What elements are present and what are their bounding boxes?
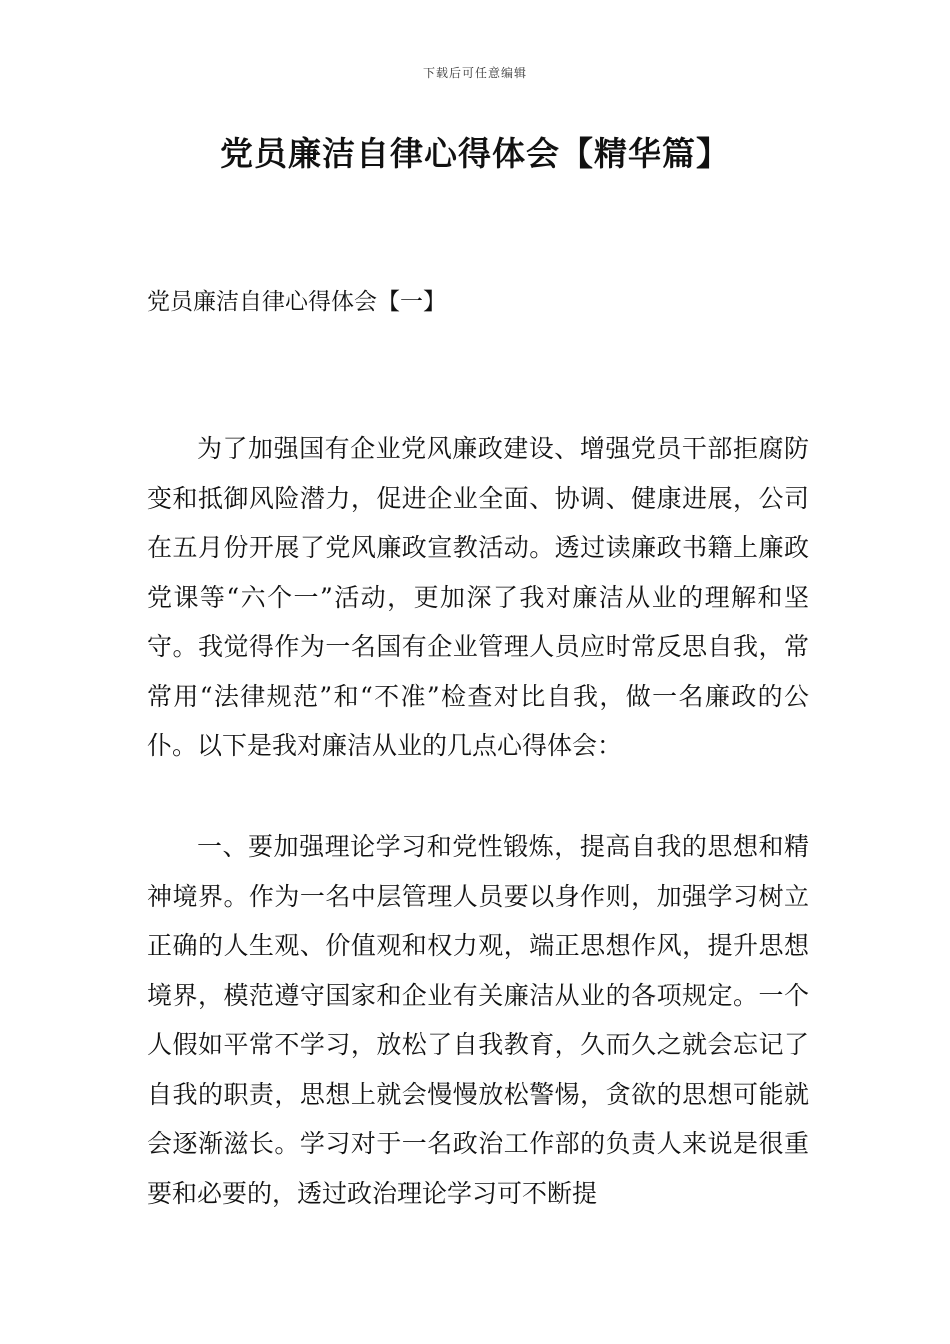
header-note: 下载后可任意编辑 <box>422 66 527 80</box>
document-title: 党员廉洁自律心得体会【精华篇】 <box>220 134 730 173</box>
body-paragraph-1: 为了加强国有企业党风廉政建设、增强党员干部拒腐防变和抵御风险潜力，促进企业全面、协调、健康进展，公司在五月份开展了党风廉政宣教活动。透过读廉政书籍上廉政党课等“六个一”活动，更加深了我对廉洁从业的理解和坚守。我觉得作为一名国有企业管理人员应时常反思自我，常常用“法律规范”和“不准”检查对比自我，做一名廉政的公仆。以下是我对廉洁从业的几点心得体会： <box>147 434 809 760</box>
body-paragraph-2: 一、要加强理论学习和党性锻炼，提高自我的思想和精神境界。作为一名中层管理人员要以身作则，加强学习树立正确的人生观、价值观和权力观，端正思想作风，提升思想境界，模范遵守国家和企业有关廉洁从业的各项规定。一个人假如平常不学习，放松了自我教育，久而久之就会忘记了自我的职责，思想上就会慢慢放松警惕，贪欲的思想可能就会逐渐滋长。学习对于一名政治工作部的负责人来说是很重要和必要的，透过政治理论学习可不断提 <box>147 832 809 1208</box>
section-heading: 党员廉洁自律心得体会【一】 <box>147 289 446 315</box>
